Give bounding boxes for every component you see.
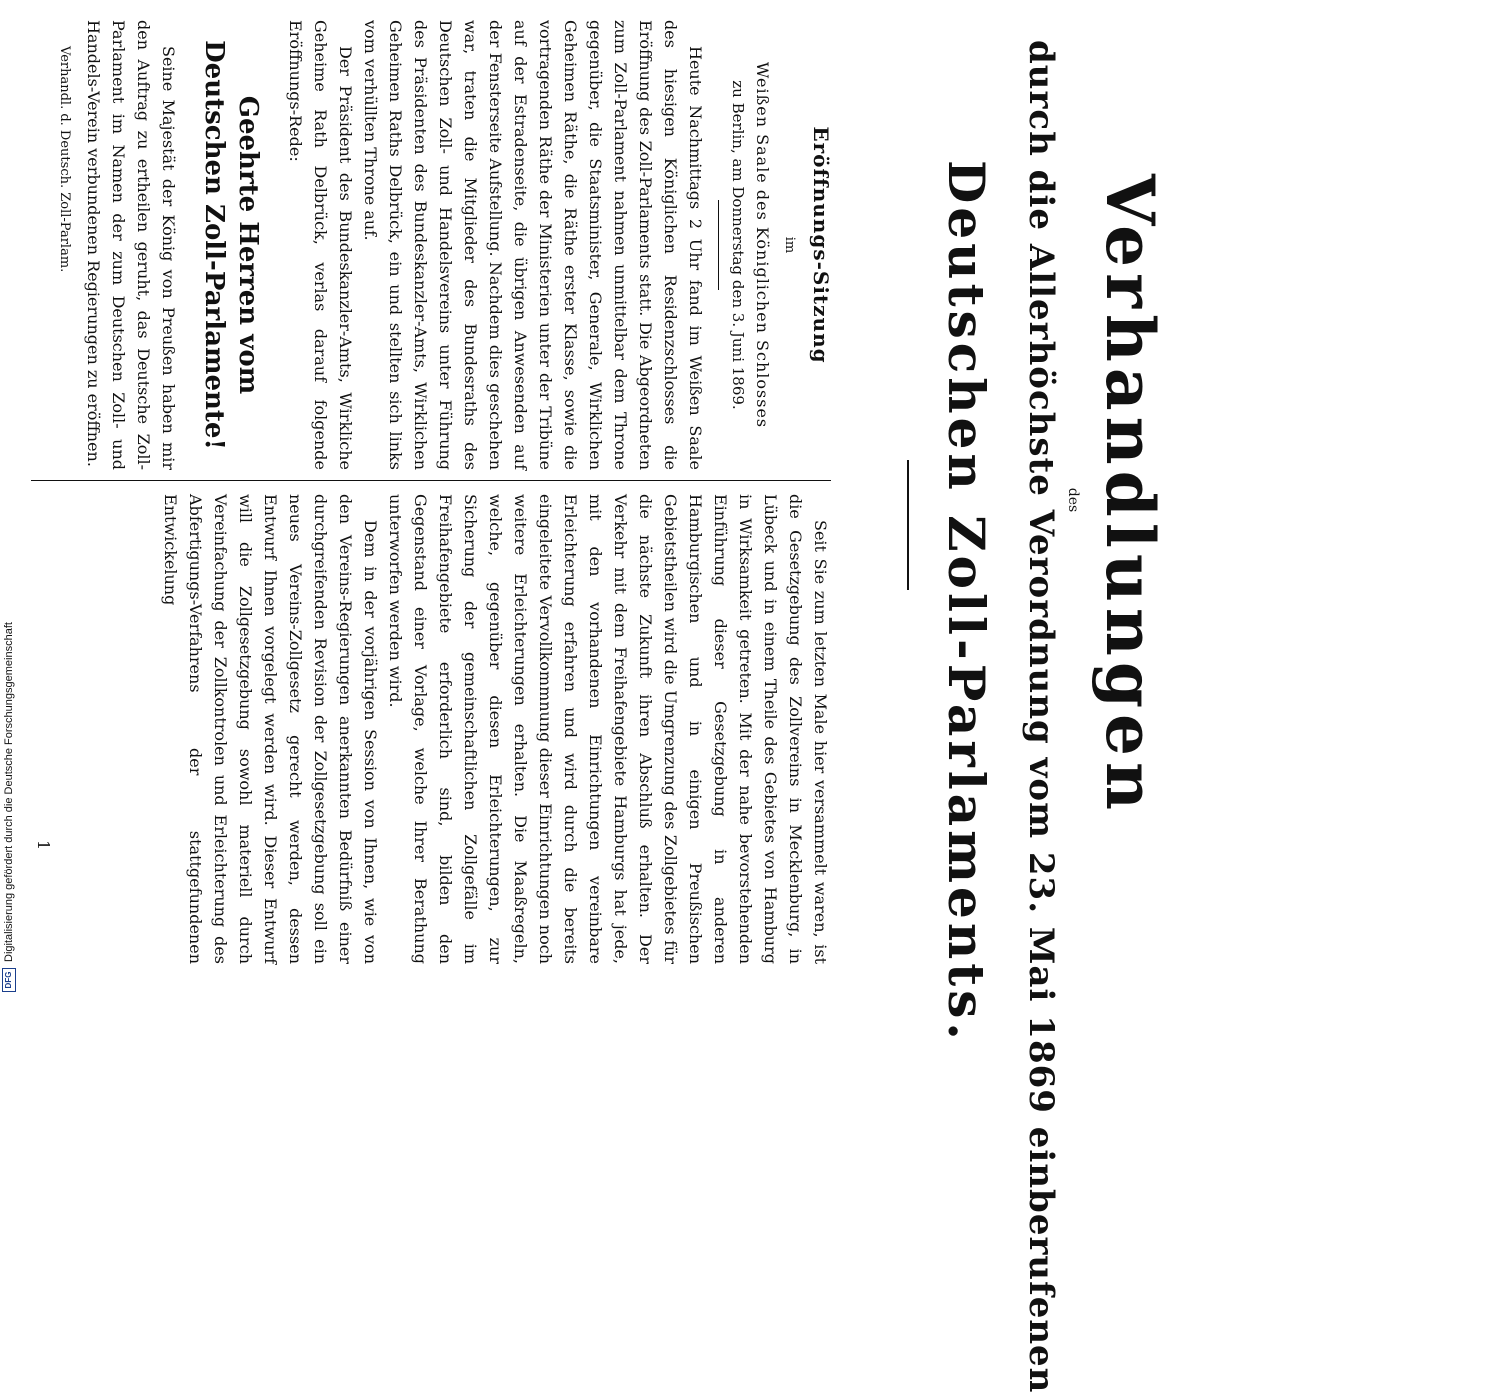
section-divider	[718, 200, 719, 290]
paragraph: Seit Sie zum letzten Male hier versammelt waren, ist die Gesetzgebung des Zollvereins in Mecklenburg, in Lübeck und in einem Theile des Gebietes von Hamburg in Wirksamkeit getreten. Mit der nahe bevorstehenden Einführung dieser Gesetzgebung in anderen Hamburgischen und in einigen Preußischen Gebietstheilen wird die Umgrenzung des Zollgebietes für die nächste Zukunft ihren Abschluß erhalten. Der Verkehr mit dem Freihafengebiete Hamburgs hat jede, mit den vorhandenen Einrichtungen vereinbare Erleichterung erfahren und wird durch die bereits eingeleitete Vervollkommnung dieser Einrichtungen noch weitere Erleichterungen erhalten. Die Maaßregeln, welche, gegenüber diesen Erleichterungen, zur Sicherung der gemeinschaftlichen Zollgefälle im Freihafengebiete erforderlich sind, bilden den Gegenstand einer Vorlage, welche Ihrer Berathung unterworfen werden wird.	[386, 494, 830, 964]
section-title: Eröffnungs-Sitzung	[809, 126, 833, 364]
paragraph: Der Präsident des Bundeskanzler-Amts, Wirkliche Geheime Rath Delbrück, verlas darauf folgende Eröffnungs-Rede:	[286, 20, 355, 470]
section-im: im	[782, 236, 797, 254]
document-title: Verhandlungen	[1091, 174, 1169, 816]
digitization-footer	[0, 0, 18, 1000]
paragraph: Dem in der vorjährigen Session von Ihnen, wie von den Vereins-Regierungen anerkannten Bedürfniß einer durchgreifenden Revision der Zollgesetzgebung soll ein neues Vereins-Zollgesetz gerecht werden, dessen Entwurf Ihnen vorgelegt werden wird. Dieser Entwurf will die Zollgesetzgebung sowohl materiell durch Vereinfachung der Zollkontrolen und Erleichterung des Abfertigungs-Verfahrens der stattgefundenen Entwickelung	[161, 494, 380, 964]
section-location: Weißen Saale des Königlichen Schlosses	[753, 61, 772, 429]
paragraph: Seine Majestät der König von Preußen haben mir den Auftrag zu ertheilen geruht, das Deutsche Zoll-Parlament im Namen der zum Deutschen Zoll- und Handels-Verein verbundenen Regierungen zu eröffnen.	[84, 20, 178, 470]
left-column	[52, 20, 833, 470]
section-date: zu Berlin, am Donnerstag den 3. Juni 1869.	[729, 80, 747, 410]
document-subtitle: durch die Allerhöchste Verordnung vom 23. Mai 1869 einberufenen	[1021, 40, 1061, 1393]
signature-note: Verhandl. d. Deutsch. Zoll-Parlam.	[57, 46, 72, 273]
address-heading: Geehrte Herren vom Deutschen Zoll-Parlamente!	[199, 40, 263, 450]
page-number: 1	[34, 840, 53, 851]
title-divider	[907, 460, 909, 590]
column-divider	[31, 480, 831, 481]
dfg-logo-icon: DFG	[2, 968, 16, 992]
right-column	[158, 494, 833, 964]
title-article: des	[1065, 487, 1081, 513]
footer-attribution: Digitalisierung gefördert durch die Deutsche Forschungsgemeinschaft	[3, 622, 15, 962]
parliament-name: Deutschen Zoll-Parlaments.	[937, 160, 996, 1044]
paragraph: Heute Nachmittags 2 Uhr fand im Weißen Saale des hiesigen Königlichen Residenzschlosses die Eröffnung des Zoll-Parlaments statt. Die Abgeordneten zum Zoll-Parlament nahmen unmittelbar dem Throne gegenüber, die Staatsminister, Generale, Wirklichen Geheimen Räthe, die Räthe erster Klasse, sowie die vortragenden Räthe der Ministerien unter der Tribüne auf der Estradenseite, die übrigen Anwesenden auf der Fensterseite Aufstellung. Nachdem dies geschehen war, traten die Mitglieder des Bundesraths des Deutschen Zoll- und Handelsvereins unter Führung des Präsidenten des Bundeskanzler-Amts, Wirklichen Geheimen Raths Delbrück, ein und stellten sich links vom verhüllten Throne auf.	[361, 20, 705, 470]
